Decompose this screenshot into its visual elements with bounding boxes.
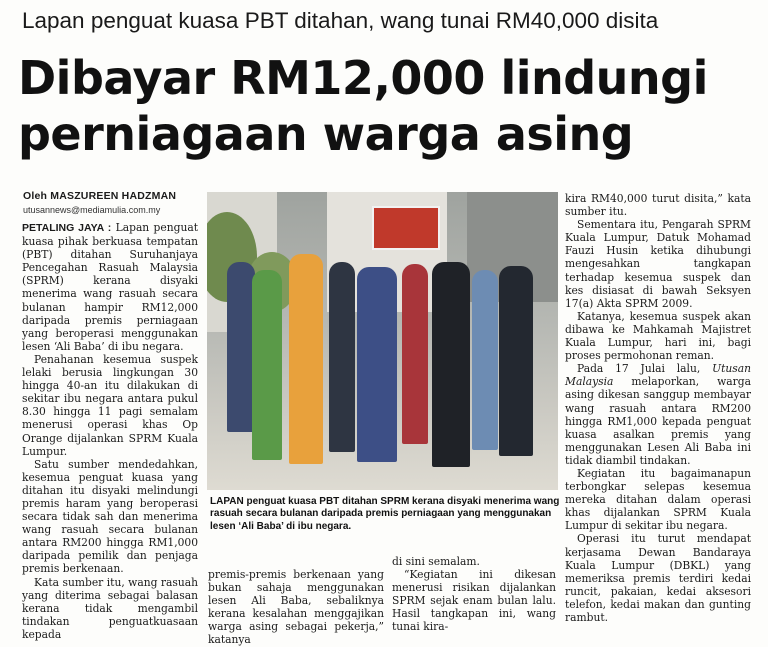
sprm-signboard [372,206,440,250]
paragraph-1-text: Lapan penguat kuasa pihak berkuasa tempatan (PBT) ditahan Suruhanjaya Pencegahan Rasuah Malaysia (SPRM) kerana disyaki menerima wang rasuah secara bulanan hampir RM12,000 daripada premis perniagaan yang beroperasi menggunakan lesen ‘Ali Baba’ di ibu negara. [22,221,198,353]
kicker: Lapan penguat kuasa PBT ditahan, wang tunai RM40,000 disita [22,8,659,33]
paragraph-12: Kegiatan itu bagaimanapun terbongkar selepas kesemua mereka ditahan dalam operasi khas dijalankan SPRM Kuala Lumpur di sekitar ibu negara. [565,466,751,533]
article-column-3 [565,192,751,624]
byline: Oleh MASZUREEN HADZMAN [23,190,177,202]
paragraph-7: “Kegiatan ini dikesan menerusi risikan dijalankan SPRM sejak enam bulan lalu. Hasil tangkapan ini, wang tunai kira- [392,568,556,634]
article-column-2b [392,555,556,634]
paragraph-11-a: Pada 17 Julai lalu, [577,362,713,376]
news-photo [207,192,558,490]
photo-caption: LAPAN penguat kuasa PBT ditahan SPRM kerana disyaki menerima wang rasuah secara bulanan daripada premis perniagaan yang menggunakan lesen ‘Ali Baba’ di ibu negara. [210,496,560,532]
article-column-1 [22,221,198,641]
article-column-2a [208,568,384,647]
paragraph-9: Sementara itu, Pengarah SPRM Kuala Lumpur, Datuk Mohamad Fauzi Husin ketika dihubungi mengesahkan tangkapan terhadap kesemua suspek dan kes disiasat di bawah Seksyen 17(a) Akta SPRM 2009. [565,218,751,310]
paragraph-1 [22,221,198,353]
paragraph-5: premis-premis berkenaan yang bukan sahaja menggunakan lesen Ali Baba, sebaliknya kerana kesalahan menggajikan warga asing sebagai pekerja,” katanya [208,568,384,647]
paragraph-3: Satu sumber mendedahkan, kesemua penguat kuasa yang ditahan itu disyaki melindungi premis haram yang beroperasi secara tidak sah dan menerima wang rasuah secara bulanan antara RM200 hingga RM1,000 daripada pemilik dan penjaga premis berkenaan. [22,457,198,576]
paragraph-13: Operasi itu turut mendapat kerjasama Dewan Bandaraya Kuala Lumpur (DBKL) yang memeriksa premis terdiri kedai runcit, pakaian, kedai aksesori telefon, kedai makan dan gunting rambut. [565,532,751,624]
paragraph-11-b: melaporkan, warga asing dikesan sanggup membayar wang rasuah antara RM200 hingga RM1,000 kepada penguat kuasa asalkan premis yang menggunakan Lesen Ali Baba ini tidak diambil tindakan. [565,375,751,467]
paragraph-11 [565,362,751,467]
paragraph-8: kira RM40,000 turut disita,” kata sumber itu. [565,192,751,219]
author-email: utusannews@mediamulia.com.my [23,205,161,215]
paragraph-4: Kata sumber itu, wang rasuah yang diterima sebagai balasan kerana tidak mengambil tindakan penguatkuasaan kepada [22,575,198,641]
paragraph-6: di sini semalam. [392,555,480,568]
paragraph-2: Penahanan kesemua suspek lelaki berusia lingkungan 30 hingga 40-an itu dilakukan di sekitar ibu negara antara pukul 8.30 hingga 11 pagi semalam menerusi operasi khas Op Orange dijalankan SPRM Kuala Lumpur. [22,352,198,458]
newspaper-name: Utusan Malaysia [565,362,751,389]
dateline: PETALING JAYA : [22,222,112,234]
paragraph-10: Katanya, kesemua suspek akan dibawa ke Mahkamah Majistret Kuala Lumpur, hari ini, bagi proses permohonan reman. [565,309,751,363]
headline: Dibayar RM12,000 lindungi perniagaan warga asing [18,51,708,161]
